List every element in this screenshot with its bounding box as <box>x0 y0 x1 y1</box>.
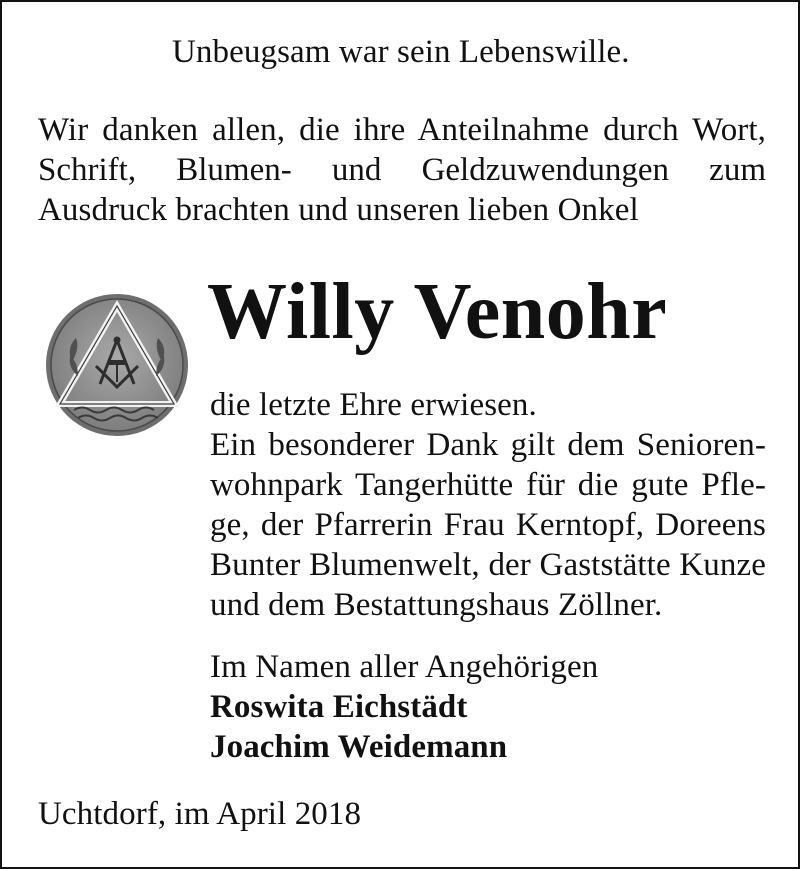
thanks-word: Blumen- <box>176 152 292 188</box>
thanks-word: zum <box>709 152 766 188</box>
thanks-line-3: Ausdruck brachten und unseren lieben Onkel <box>38 192 639 228</box>
body-line: ge, der Pfarrerin Frau Kerntopf, Doreens <box>210 507 766 543</box>
body-line: Ein besonderer Dank gilt dem Senioren- <box>210 427 766 463</box>
place-date: Uchtdorf, im April 2018 <box>38 796 362 832</box>
thanks-word: Geldzuwendungen <box>421 152 669 188</box>
signature-intro: Im Namen aller Angehörigen <box>210 649 599 685</box>
motto: Unbeugsam war sein Lebenswille. <box>172 34 630 70</box>
signature-name: Roswita Eichstädt <box>210 689 468 725</box>
body-line: wohnpark Tangerhütte für die gute Pfle- <box>210 467 766 503</box>
thanks-line-1: Wir danken allen, die ihre Anteilnahme durch Wort, <box>38 112 766 148</box>
masonic-compass-square-emblem-icon <box>44 292 190 438</box>
body-line: Bunter Blumenwelt, der Gaststätte Kunze <box>210 547 766 583</box>
thanks-line-2 <box>38 150 766 190</box>
body-line: und dem Bestattungshaus Zöllner. <box>210 587 663 623</box>
deceased-name: Willy Venohr <box>207 268 668 356</box>
thanks-word: und <box>331 152 382 188</box>
body-line: die letzte Ehre erwiesen. <box>210 387 537 423</box>
signature-name: Joachim Weidemann <box>210 729 508 765</box>
thanks-word: Schrift, <box>38 152 137 188</box>
